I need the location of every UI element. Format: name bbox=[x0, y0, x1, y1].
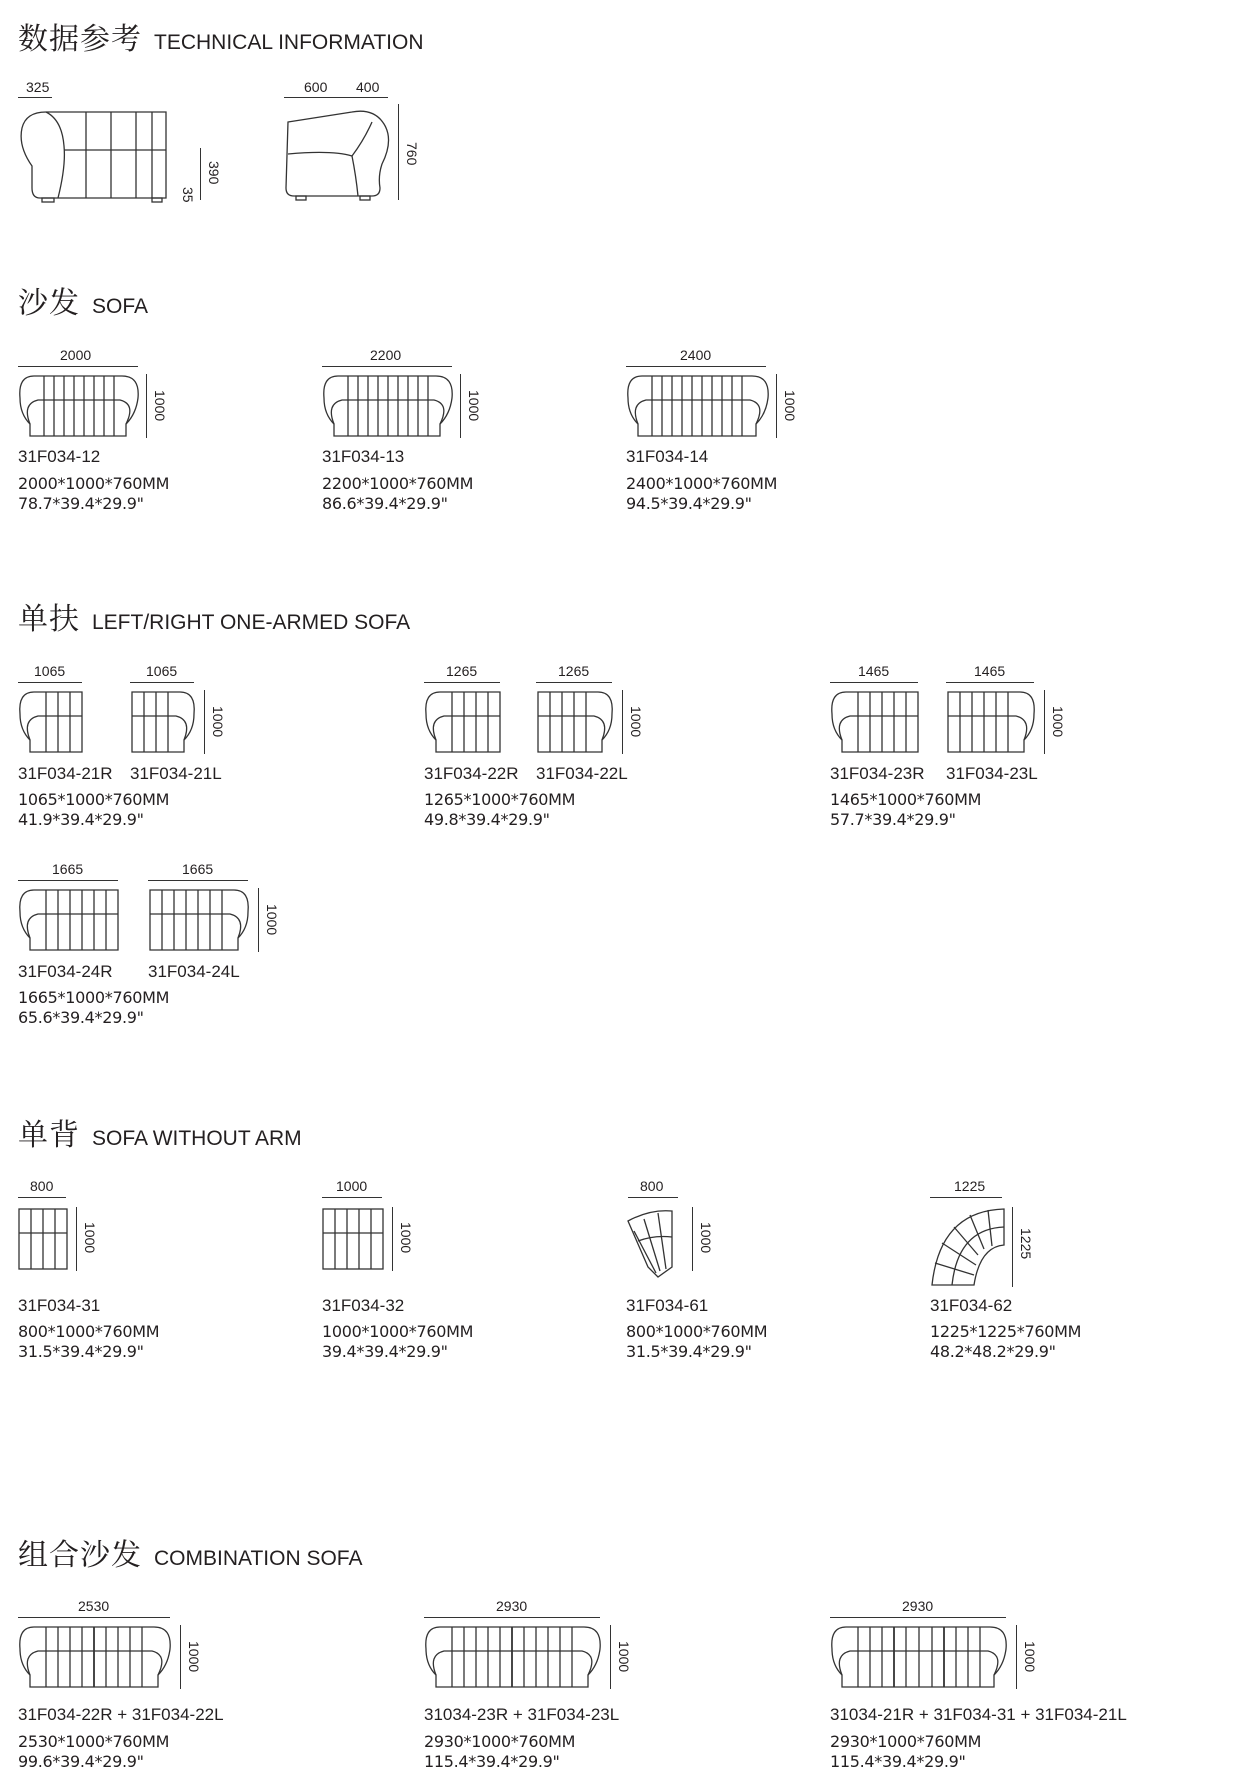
sofa-width-line bbox=[322, 366, 452, 367]
product-code: 31F034-12 bbox=[18, 447, 101, 466]
size-inch: 41.9*39.4*29.9" bbox=[18, 810, 144, 829]
combo-title-en: COMBINATION SOFA bbox=[154, 1547, 363, 1570]
module-depth-line bbox=[1012, 1207, 1013, 1287]
technical-section-title bbox=[18, 14, 424, 58]
right-arm-module-drawing bbox=[18, 888, 120, 952]
product-code-left: 31F034-24L bbox=[148, 962, 240, 981]
right-arm-module-drawing bbox=[18, 690, 84, 754]
product-code-right: 31F034-21R bbox=[18, 764, 113, 783]
module-depth-line bbox=[76, 1207, 77, 1271]
module-depth-label: 1000 bbox=[628, 706, 644, 738]
right-arm-module-drawing bbox=[830, 690, 920, 754]
combo-width-line bbox=[830, 1617, 1006, 1618]
module-width-line bbox=[18, 682, 82, 683]
quarter-round-module-drawing bbox=[930, 1207, 1008, 1287]
noarm-title-en: SOFA WITHOUT ARM bbox=[92, 1127, 302, 1150]
module-depth-label: 1000 bbox=[82, 1222, 98, 1254]
module-width-label: 1065 bbox=[34, 663, 66, 679]
size-inch: 94.5*39.4*29.9" bbox=[626, 494, 752, 513]
module-width-line bbox=[946, 682, 1034, 683]
sofa-depth-line bbox=[460, 374, 461, 438]
onearm-title-cn: 单扶 bbox=[18, 602, 80, 637]
combo-depth-line bbox=[1016, 1625, 1017, 1689]
sofa-depth-label: 1000 bbox=[782, 390, 798, 422]
module-width-line bbox=[148, 880, 248, 881]
module-depth-label: 1000 bbox=[398, 1222, 414, 1254]
technical-title-cn: 数据参考 bbox=[18, 22, 142, 57]
sofa-drawing bbox=[626, 374, 770, 438]
noarm-title-cn: 单背 bbox=[18, 1118, 80, 1153]
module-width-line bbox=[18, 880, 118, 881]
product-code: 31F034-32 bbox=[322, 1296, 405, 1315]
module-depth-line bbox=[622, 690, 623, 754]
size-inch: 78.7*39.4*29.9" bbox=[18, 494, 144, 513]
sofa-depth-line bbox=[776, 374, 777, 438]
left-arm-module-drawing bbox=[946, 690, 1036, 754]
product-code: 31F034-31 bbox=[18, 1296, 101, 1315]
front-depth-line bbox=[284, 97, 388, 98]
module-width-label: 1465 bbox=[858, 663, 890, 679]
technical-title-en: TECHNICAL INFORMATION bbox=[154, 31, 424, 54]
size-mm: 1000*1000*760MM bbox=[322, 1322, 474, 1341]
module-width-label: 1000 bbox=[336, 1178, 368, 1194]
module-depth-line bbox=[204, 690, 205, 754]
left-arm-module-drawing bbox=[130, 690, 196, 754]
module-width-label: 800 bbox=[30, 1178, 54, 1194]
size-mm: 800*1000*760MM bbox=[18, 1322, 160, 1341]
sofa-depth-label: 1000 bbox=[466, 390, 482, 422]
size-mm: 2400*1000*760MM bbox=[626, 474, 778, 493]
product-code: 31F034-22R + 31F034-22L bbox=[18, 1705, 224, 1724]
module-depth-line bbox=[692, 1207, 693, 1271]
armless-module-drawing bbox=[18, 1207, 68, 1271]
size-inch: 86.6*39.4*29.9" bbox=[322, 494, 448, 513]
product-code: 31F034-61 bbox=[626, 1296, 709, 1315]
combo-width-line bbox=[424, 1617, 600, 1618]
module-width-line bbox=[830, 682, 918, 683]
product-code-left: 31F034-22L bbox=[536, 764, 628, 783]
front-profile-drawing bbox=[282, 110, 402, 200]
combination-drawing bbox=[18, 1625, 172, 1689]
size-inch: 31.5*39.4*29.9" bbox=[626, 1342, 752, 1361]
combo-depth-label: 1000 bbox=[186, 1641, 202, 1673]
product-code: 31034-21R + 31F034-31 + 31F034-21L bbox=[830, 1705, 1127, 1724]
size-mm: 2200*1000*760MM bbox=[322, 474, 474, 493]
module-width-line bbox=[424, 682, 500, 683]
sofa-title-en: SOFA bbox=[92, 295, 149, 318]
combo-depth-line bbox=[610, 1625, 611, 1689]
onearm-section-title bbox=[18, 594, 410, 638]
size-mm: 2930*1000*760MM bbox=[424, 1732, 576, 1751]
size-inch: 99.6*39.4*29.9" bbox=[18, 1752, 144, 1771]
size-inch: 49.8*39.4*29.9" bbox=[424, 810, 550, 829]
product-code-right: 31F034-24R bbox=[18, 962, 113, 981]
combination-drawing bbox=[424, 1625, 602, 1689]
sofa-drawing bbox=[18, 374, 140, 438]
seat-height-label: 390 bbox=[206, 161, 222, 185]
size-inch: 65.6*39.4*29.9" bbox=[18, 1008, 144, 1027]
size-inch: 39.4*39.4*29.9" bbox=[322, 1342, 448, 1361]
sofa-width-label: 2000 bbox=[60, 347, 92, 363]
noarm-section-title bbox=[18, 1110, 302, 1154]
module-width-line bbox=[322, 1197, 382, 1198]
sofa-depth-line bbox=[146, 374, 147, 438]
product-code: 31F034-14 bbox=[626, 447, 709, 466]
module-width-line bbox=[930, 1197, 1002, 1198]
combo-title-cn: 组合沙发 bbox=[18, 1538, 142, 1573]
combo-width-line bbox=[18, 1617, 170, 1618]
sofa-section-title bbox=[18, 278, 148, 322]
module-width-line bbox=[130, 682, 194, 683]
module-depth-line bbox=[392, 1207, 393, 1271]
product-code-left: 31F034-23L bbox=[946, 764, 1038, 783]
module-width-label: 1065 bbox=[146, 663, 178, 679]
size-inch: 57.7*39.4*29.9" bbox=[830, 810, 956, 829]
sofa-width-label: 2400 bbox=[680, 347, 712, 363]
product-code: 31F034-13 bbox=[322, 447, 405, 466]
module-depth-line bbox=[1044, 690, 1045, 754]
size-mm: 2000*1000*760MM bbox=[18, 474, 170, 493]
size-inch: 31.5*39.4*29.9" bbox=[18, 1342, 144, 1361]
armless-module-drawing bbox=[322, 1207, 384, 1271]
sofa-title-cn: 沙发 bbox=[18, 286, 80, 321]
size-mm: 1665*1000*760MM bbox=[18, 988, 170, 1007]
sofa-width-label: 2200 bbox=[370, 347, 402, 363]
combo-width-label: 2930 bbox=[496, 1598, 528, 1614]
onearm-title-en: LEFT/RIGHT ONE-ARMED SOFA bbox=[92, 611, 411, 634]
module-width-label: 1665 bbox=[52, 861, 84, 877]
product-code: 31034-23R + 31F034-23L bbox=[424, 1705, 620, 1724]
size-mm: 2530*1000*760MM bbox=[18, 1732, 170, 1751]
back-depth-label: 400 bbox=[356, 79, 380, 95]
combo-depth-label: 1000 bbox=[616, 1641, 632, 1673]
size-mm: 1265*1000*760MM bbox=[424, 790, 576, 809]
total-height-label: 760 bbox=[404, 142, 420, 166]
sofa-width-line bbox=[626, 366, 766, 367]
size-mm: 800*1000*760MM bbox=[626, 1322, 768, 1341]
module-depth-label: 1000 bbox=[264, 904, 280, 936]
module-depth-label: 1000 bbox=[210, 706, 226, 738]
side-profile-drawing bbox=[16, 106, 176, 202]
size-inch: 115.4*39.4*29.9" bbox=[830, 1752, 966, 1771]
module-depth-label: 1000 bbox=[698, 1222, 714, 1254]
module-width-label: 1665 bbox=[182, 861, 214, 877]
leg-height-label: 35 bbox=[180, 187, 196, 203]
seat-depth-line bbox=[18, 97, 52, 98]
module-width-line bbox=[18, 1197, 66, 1198]
module-width-label: 800 bbox=[640, 1178, 664, 1194]
module-width-label: 1225 bbox=[954, 1178, 986, 1194]
product-code: 31F034-62 bbox=[930, 1296, 1013, 1315]
size-mm: 2930*1000*760MM bbox=[830, 1732, 982, 1751]
left-arm-module-drawing bbox=[148, 888, 250, 952]
module-width-line bbox=[628, 1197, 678, 1198]
sofa-depth-label: 1000 bbox=[152, 390, 168, 422]
combo-depth-line bbox=[180, 1625, 181, 1689]
module-depth-line bbox=[258, 888, 259, 952]
size-inch: 115.4*39.4*29.9" bbox=[424, 1752, 560, 1771]
combo-width-label: 2530 bbox=[78, 1598, 110, 1614]
wedge-module-drawing bbox=[626, 1207, 686, 1281]
module-width-label: 1265 bbox=[558, 663, 590, 679]
left-arm-module-drawing bbox=[536, 690, 614, 754]
seat-height-line bbox=[200, 148, 201, 200]
combo-width-label: 2930 bbox=[902, 1598, 934, 1614]
module-width-line bbox=[536, 682, 612, 683]
combination-drawing bbox=[830, 1625, 1008, 1689]
sofa-width-line bbox=[18, 366, 138, 367]
product-code-left: 31F034-21L bbox=[130, 764, 222, 783]
right-arm-module-drawing bbox=[424, 690, 502, 754]
module-depth-label: 1225 bbox=[1018, 1228, 1034, 1260]
combo-section-title bbox=[18, 1530, 362, 1574]
size-mm: 1225*1225*760MM bbox=[930, 1322, 1082, 1341]
product-code-right: 31F034-22R bbox=[424, 764, 519, 783]
combo-depth-label: 1000 bbox=[1022, 1641, 1038, 1673]
module-width-label: 1265 bbox=[446, 663, 478, 679]
module-width-label: 1465 bbox=[974, 663, 1006, 679]
product-code-right: 31F034-23R bbox=[830, 764, 925, 783]
size-inch: 48.2*48.2*29.9" bbox=[930, 1342, 1056, 1361]
size-mm: 1065*1000*760MM bbox=[18, 790, 170, 809]
size-mm: 1465*1000*760MM bbox=[830, 790, 982, 809]
arm-depth-label: 600 bbox=[304, 79, 328, 95]
sofa-drawing bbox=[322, 374, 454, 438]
total-height-line bbox=[398, 104, 399, 200]
module-depth-label: 1000 bbox=[1050, 706, 1066, 738]
seat-depth-label: 325 bbox=[26, 79, 50, 95]
